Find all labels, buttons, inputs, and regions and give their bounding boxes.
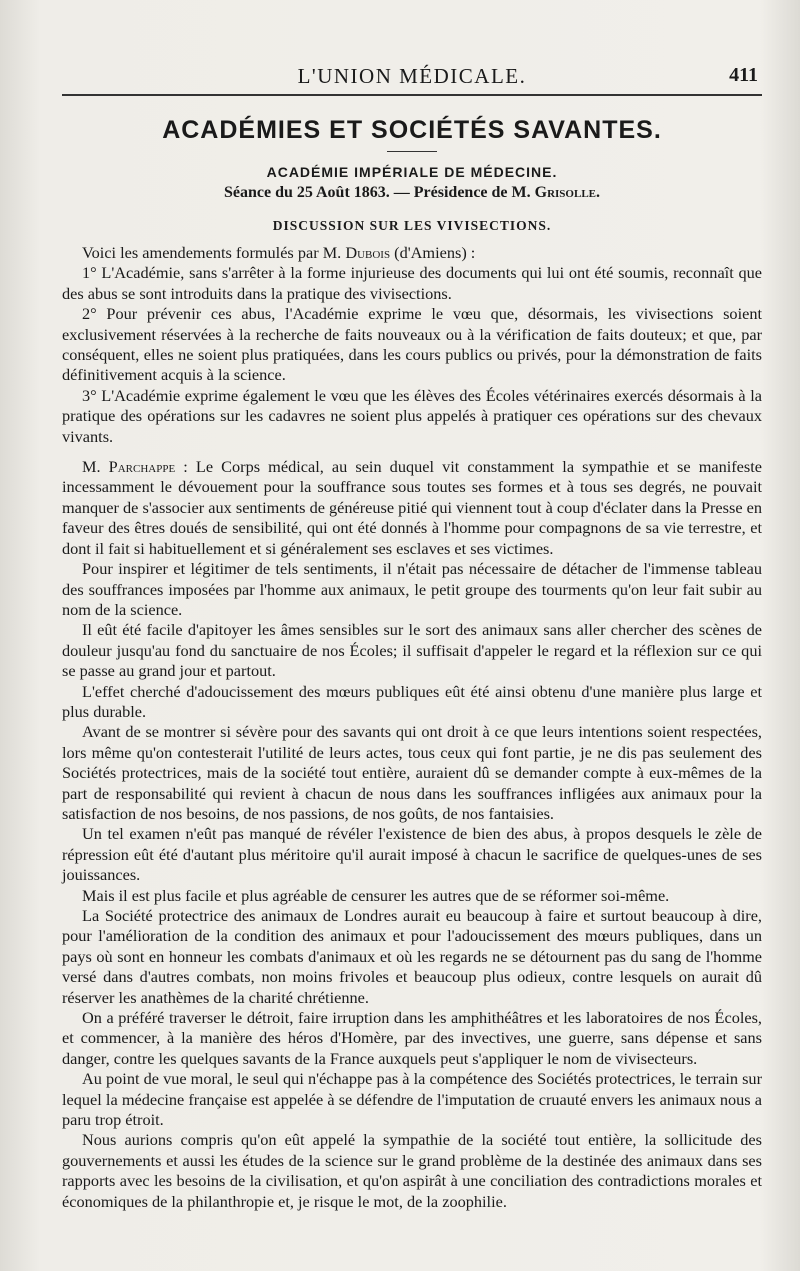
section-title: ACADÉMIES ET SOCIÉTÉS SAVANTES.: [162, 116, 662, 144]
paragraph: Au point de vue moral, le seul qui n'échappe pas à la compétence des Sociétés protectrices, le terrain sur lequel la médecine française est appelée à se défendre de l'imputation de cruauté envers les animaux nous a paru trop étroit.: [62, 1069, 762, 1130]
paragraph: La Société protectrice des animaux de Londres aurait eu beaucoup à faire et surtout beaucoup à dire, pour l'amélioration de la condition des animaux et pour l'adoucissement des mœurs publiques, dans un pays où sont en honneur les combats d'animaux et où les regards ne se détournent pas du sang de l'homme versé dans d'autres combats, non moins frivoles et beaucoup plus odieux, contre lesquels on aurait dû réserver les anathèmes de la charité chrétienne.: [62, 906, 762, 1007]
p1-speaker-name: Dubois: [345, 243, 391, 262]
paragraph: Il eût été facile d'apitoyer les âmes sensibles sur le sort des animaux sans aller chercher des scènes de douleur jusqu'au fond du sanctuaire de nos Écoles; il suffisait d'appeler le regard et la réflexion sur ce qui se passe au grand jour et partout.: [62, 620, 762, 681]
article-body: [62, 243, 762, 1212]
paragraph: Mais il est plus facile et plus agréable de censurer les autres que de se réformer soi-même.: [82, 885, 670, 905]
session-prefix: Séance du 25 Août 1863. — Présidence de M.: [223, 184, 531, 201]
session-president: Grisolle.: [534, 184, 600, 201]
paragraph: Un tel examen n'eût pas manqué de révéler l'existence de bien des abus, à propos desquels le zèle de répression eût été d'autant plus méritoire qu'il aurait imposé à chacun le sacrifice de quelques-unes de ses jouissances.: [62, 824, 762, 885]
academy-name: ACADÉMIE IMPÉRIALE DE MÉDECINE.: [266, 164, 558, 180]
paragraph: Nous aurions compris qu'on eût appelé la sympathie de la société tout entière, la sollicitude des gouvernements et aussi les études de la science sur le grand problème de la destinée des animaux dans ses rapports avec les besoins de la civilisation, et qu'on aspirât à une conciliation des contradictions morales et économiques de la philanthropie et, je risque le mot, de la zoophilie.: [62, 1130, 762, 1211]
paragraph-amendment-2: 2° Pour prévenir ces abus, l'Académie exprime le vœu que, désormais, les vivisections soient exclusivement réservées à la recherche de faits nouveaux ou à la vérification de faits douteux; et que, par conséquent, elles ne soient plus pratiquées, dans les cours publics ou privés, pour la démonstration de faits définitivement acquis à la science.: [62, 304, 762, 385]
paragraph-amendments-intro: [62, 243, 762, 263]
p5-speaker-name: M. Parchappe :: [82, 457, 188, 477]
p5-text: Le Corps médical, au sein duquel vit constamment la sympathie et se manifeste incessamment le dévouement pour la souffrance sous toutes ses formes et à tous ses degrés, ne pouvait manquer de s'associer aux sentiments de généreuse pitié qui viennent tout à coup d'éclater dans la Presse en faveur des êtres doués de sensibilité, qui ont été donnés à l'homme pour compagnons de sa vie terrestre, et dont il fait si habituellement et si généralement ses esclaves et ses victimes.: [62, 457, 762, 558]
session-line: [62, 184, 762, 202]
title-rule: [387, 151, 437, 152]
page-header: [62, 60, 762, 90]
paragraph: Avant de se montrer si sévère pour des savants qui ont droit à ce que leurs intentions soient respectées, lors même qu'on contesterait l'utilité de leurs actes, tous ceux qui font partie, je ne dis pas seulement des Sociétés protectrices, mais de la société tout entière, auraient dû se demander compte à eux-mêmes de la part de responsabilité qui revient à chacun de nous dans les souffrances infligées aux animaux pour la satisfaction de nos besoins, de nos passions, de nos goûts, de nos fantaisies.: [62, 722, 762, 823]
header-rule: [62, 94, 762, 96]
page-number: 411: [729, 64, 758, 86]
paragraph: L'effet cherché d'adoucissement des mœurs publiques eût été ainsi obtenu d'une manière plus large et plus durable.: [62, 681, 762, 721]
paragraph: Pour inspirer et légitimer de tels sentiments, il n'était pas nécessaire de détacher de l'immense tableau des souffrances imposées par l'homme aux animaux, le petit groupe des tourments qu'on leur fait subir au nom de la science.: [62, 559, 762, 619]
running-title: L'UNION MÉDICALE.: [297, 64, 527, 88]
p1-text-b: (d'Amiens) :: [394, 243, 476, 262]
paragraph: On a préféré traverser le détroit, faire irruption dans les amphithéâtres et les laboratoires de nos Écoles, et commencer, à la manière des héros d'Homère, par des invectives, une guerre, sans dépense et sans danger, contre les quelques savants de la France auxquels peut s'appliquer le nom de vivisecteurs.: [62, 1008, 762, 1068]
paragraph-amendment-1: 1° L'Académie, sans s'arrêter à la forme injurieuse des documents qui lui ont été soumis, reconnaît que des abus se sont introduits dans la pratique des vivisections.: [62, 263, 762, 303]
discussion-heading: DISCUSSION SUR LES VIVISECTIONS.: [272, 218, 552, 233]
paragraph-parchappe-speech: [62, 457, 762, 559]
paragraph-amendment-3: 3° L'Académie exprime également le vœu que les élèves des Écoles vétérinaires exercés désormais à la pratique des opérations sur les cadavres ne soient plus appelés à pratiquer ces opérations sur des chevaux vivants.: [62, 385, 762, 446]
p1-text-a: Voici les amendements formulés par M.: [82, 243, 342, 262]
